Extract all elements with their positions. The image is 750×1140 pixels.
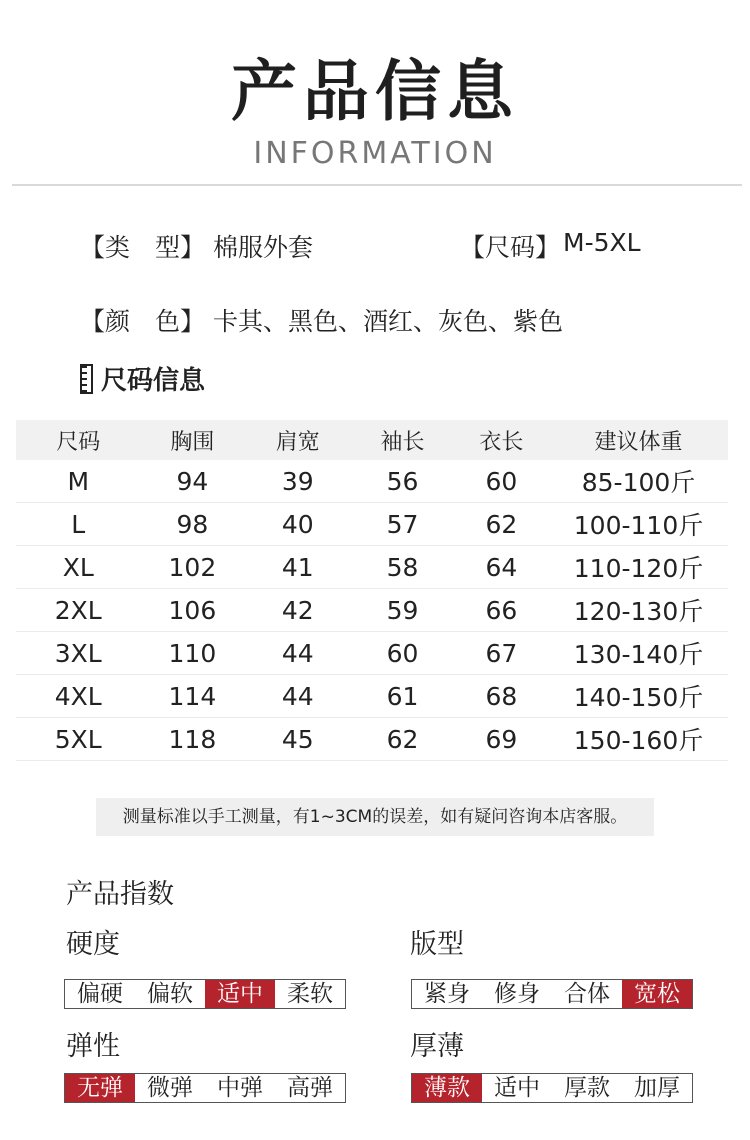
table-row [16,589,728,632]
fit-label: 版型 [410,929,464,960]
type-value: 棉服外套 [213,233,314,262]
cell-shoulder: 42 [244,589,351,632]
elasticity-option: 中弹 [217,1075,263,1101]
header-cell: 建议体重 [549,420,728,460]
cell-length: 62 [454,503,549,546]
elasticity-scale [64,1073,346,1103]
table-row [16,632,728,675]
fit-option: 修身 [494,981,540,1007]
cell-shoulder: 41 [244,546,351,589]
thickness-option: 加厚 [634,1075,680,1101]
color-value: 卡其、黑色、酒红、灰色、紫色 [213,307,564,336]
cell-size: M [16,460,140,503]
cell-length: 66 [454,589,549,632]
cell-sleeve: 58 [351,546,453,589]
cell-chest: 98 [140,503,244,546]
cell-length: 68 [454,675,549,718]
cell-length: 69 [454,718,549,761]
hardness-option: 柔软 [287,981,333,1007]
cell-shoulder: 44 [244,632,351,675]
cell-shoulder: 39 [244,460,351,503]
thickness-scale [411,1073,693,1103]
cell-sleeve: 60 [351,632,453,675]
cell-sleeve: 59 [351,589,453,632]
header-cell: 胸围 [140,420,244,460]
cell-weight: 150-160斤 [549,718,728,761]
size-section-header [80,360,205,397]
cell-weight: 130-140斤 [549,632,728,675]
table-row [16,718,728,761]
table-header-row [16,420,728,460]
color-label: 【颜 色】 [80,307,206,336]
elasticity-option: 高弹 [287,1075,333,1101]
hardness-label: 硬度 [66,929,120,960]
cell-sleeve: 57 [351,503,453,546]
thickness-option: 薄款 [412,1074,482,1102]
cell-size: 3XL [16,632,140,675]
cell-sleeve: 61 [351,675,453,718]
measurement-note: 测量标准以手工测量，有1~3CM的误差，如有疑问咨询本店客服。 [96,798,654,836]
thickness-option: 厚款 [564,1075,610,1101]
cell-length: 64 [454,546,549,589]
fit-scale [411,979,693,1009]
table-row [16,546,728,589]
fit-option: 紧身 [424,981,470,1007]
thickness-option: 适中 [494,1075,540,1101]
thickness-label: 厚薄 [410,1031,464,1062]
cell-chest: 106 [140,589,244,632]
size-table [16,420,728,761]
cell-size: 4XL [16,675,140,718]
header-cell: 衣长 [454,420,549,460]
page-subtitle: INFORMATION [253,136,497,171]
ruler-icon [80,364,93,394]
size-section-title: 尺码信息 [101,366,206,396]
cell-size: 5XL [16,718,140,761]
table-row [16,503,728,546]
divider [12,184,742,186]
header-cell: 袖长 [351,420,453,460]
cell-size: XL [16,546,140,589]
cell-chest: 118 [140,718,244,761]
table-row [16,675,728,718]
cell-chest: 94 [140,460,244,503]
fit-option: 合体 [564,981,610,1007]
cell-shoulder: 44 [244,675,351,718]
cell-size: 2XL [16,589,140,632]
cell-weight: 85-100斤 [549,460,728,503]
cell-shoulder: 40 [244,503,351,546]
hardness-option: 适中 [205,980,275,1008]
size-range-value: M-5XL [563,228,641,257]
cell-chest: 114 [140,675,244,718]
cell-weight: 110-120斤 [549,546,728,589]
cell-shoulder: 45 [244,718,351,761]
cell-length: 67 [454,632,549,675]
hardness-option: 偏硬 [77,981,123,1007]
cell-size: L [16,503,140,546]
cell-weight: 120-130斤 [549,589,728,632]
type-label: 【类 型】 [80,233,206,262]
header-cell: 肩宽 [244,420,351,460]
cell-length: 60 [454,460,549,503]
elasticity-option: 无弹 [65,1074,135,1102]
cell-sleeve: 56 [351,460,453,503]
elasticity-label: 弹性 [66,1031,120,1062]
cell-weight: 100-110斤 [549,503,728,546]
cell-sleeve: 62 [351,718,453,761]
cell-weight: 140-150斤 [549,675,728,718]
elasticity-option: 微弹 [147,1075,193,1101]
hardness-scale [64,979,346,1009]
cell-chest: 110 [140,632,244,675]
fit-option: 宽松 [622,980,692,1008]
header-cell: 尺码 [16,420,140,460]
product-index-title: 产品指数 [66,879,174,910]
cell-chest: 102 [140,546,244,589]
size-range-label: 【尺码】 [460,233,561,262]
table-row [16,460,728,503]
page-title: 产品信息 [231,53,519,130]
hardness-option: 偏软 [147,981,193,1007]
